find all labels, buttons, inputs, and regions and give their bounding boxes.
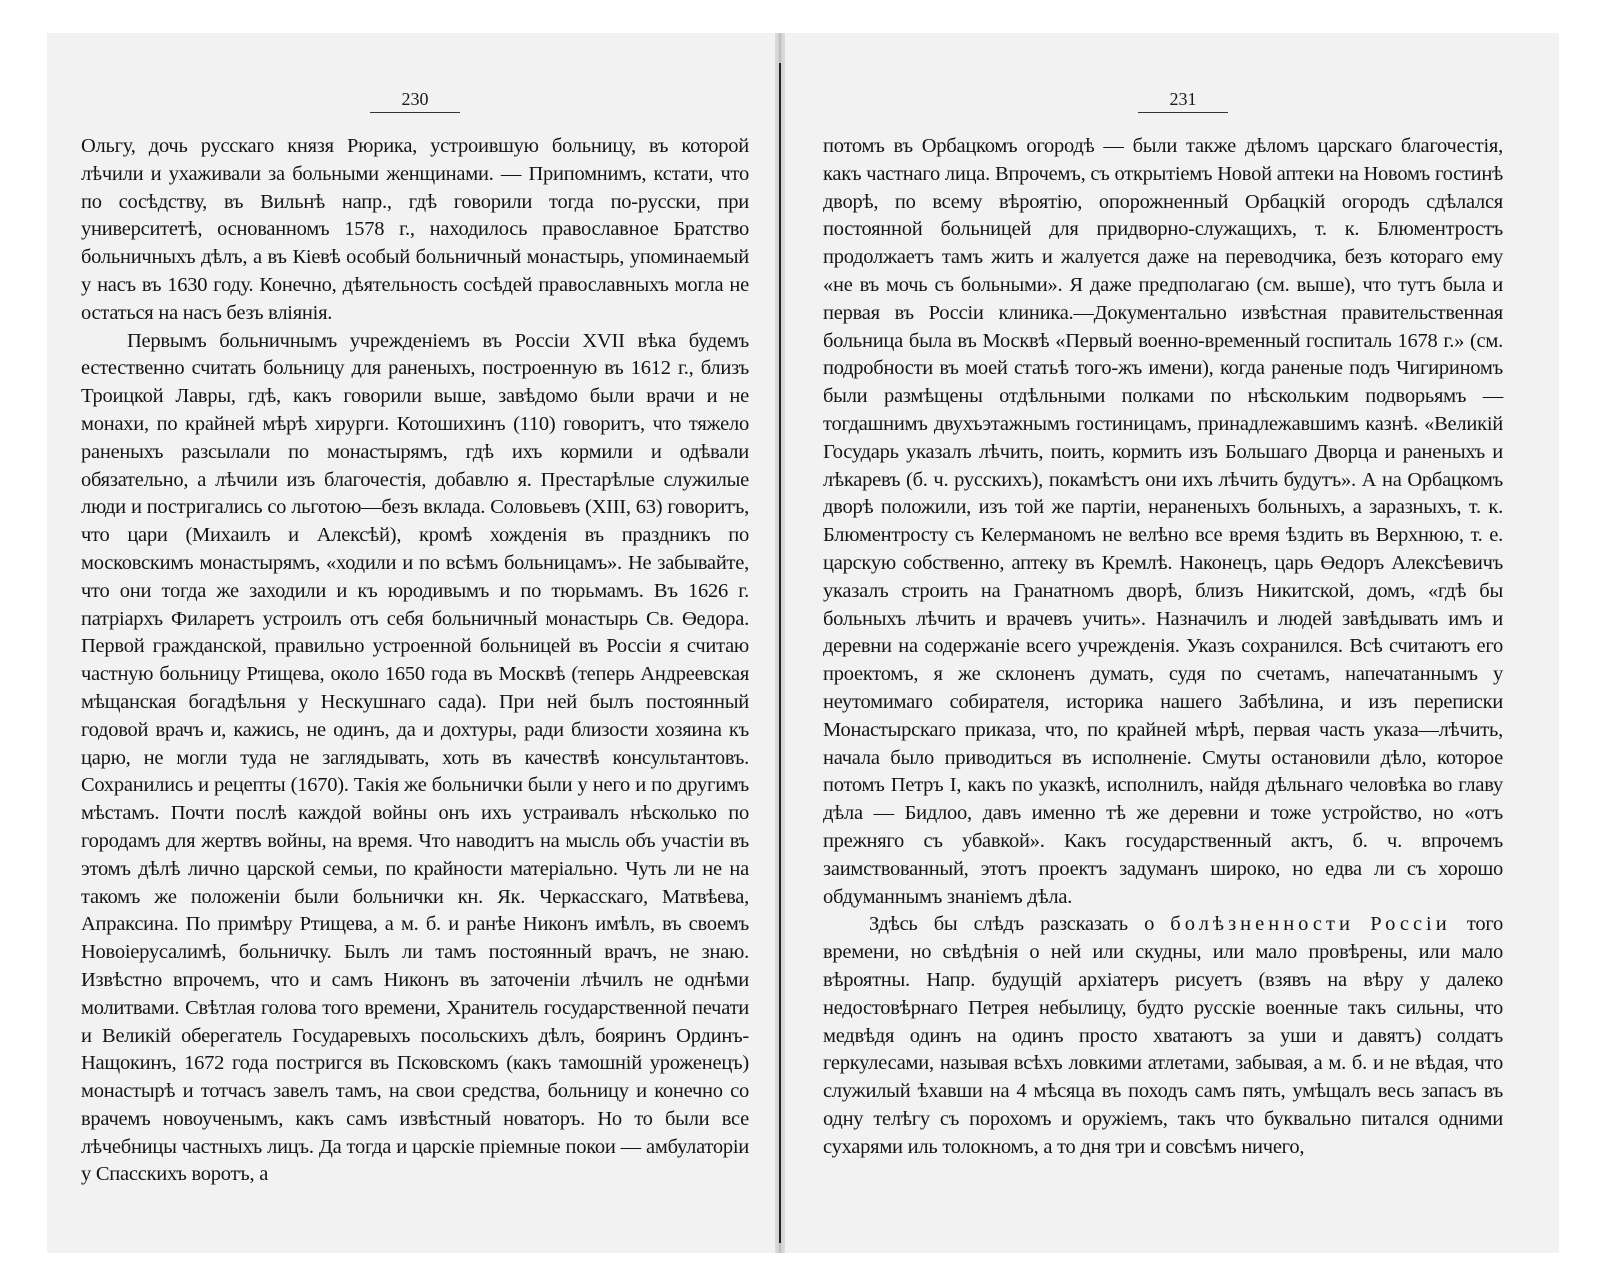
right-page xyxy=(785,33,1559,1253)
emphasis-word-2: Россіи xyxy=(1370,913,1451,936)
right-paragraph-1: потомъ въ Орбацкомъ огородѣ — были также дѣломъ царскаго благочестія, какъ частнаго лица. Впрочемъ, съ открытіемъ Новой аптеки на Новомъ гостинѣ дворѣ, по всему вѣроятію, опорожненный Орбацкій огородъ сдѣлался постоянной больницей для придворно-служащихъ, т. к. Блюментростъ продолжаетъ тамъ жить и жалуется даже на переводчика, безъ котораго ему «не въ мочь съ больными». Я даже предполагаю (см. выше), что тутъ была и первая въ Россіи клиника.—Документально извѣстная правительственная больница была въ Москвѣ «Первый военно-временный госпиталь 1678 г.» (см. подробности въ моей статьѣ того-жъ имени), когда раненые подъ Чигириномъ были размѣщены отдѣльными полками по нѣскольким подворьямъ — тогдашнимъ двухъэтажнымъ гостиницамъ, принадлежавшимъ казнѣ. «Великій Государь указалъ лѣчить, поить, кормить изъ Большаго Дворца и раненыхъ и лѣкаревъ (б. ч. русскихъ), покамѣстъ они ихъ лѣчить будутъ». А на Орбацкомъ дворѣ положили, изъ той же партіи, нераненыхъ больныхъ, а заразныхъ, т. к. Блюментросту съ Келерманомъ не велѣно все время ѣздить въ Верхнюю, т. е. царскую собственно, аптеку въ Кремлѣ. Наконецъ, царь Өедоръ Алексѣевичъ указалъ строить на Гранатномъ дворѣ, близъ Никитской, домъ, «гдѣ бы больныхъ лѣчить и врачевъ учить». Назначилъ и людей завѣдывать имъ и деревни на содержаніе всего учрежденія. Указъ сохранился. Всѣ считаютъ его проектомъ, я же склоненъ думать, судя по счетамъ, напечатаннымъ у неутомимаго собирателя, историка нашего Забѣлина, и изъ переписки Монастырскаго приказа, что, по крайней мѣрѣ, первая часть указа—лѣчить, начала было приводиться въ исполненіе. Смуты остановили дѣло, которое потомъ Петръ I, какъ по указкѣ, исполнилъ, найдя дѣльнаго человѣка во главу дѣла — Бидлоо, давъ именно тѣ же деревни и тоже устройство, но «отъ прежняго съ убавкой». Какъ государственный актъ, б. ч. впрочемъ заимствованный, этотъ проектъ задуманъ широко, но едва ли съ хорошо обдуманнымъ знаніемъ дѣла. xyxy=(823,135,1503,908)
emphasis-word-1: болѣзненности xyxy=(1170,913,1354,936)
right-paragraph-2-start: Здѣсь бы слѣдъ разсказать о xyxy=(869,913,1171,936)
left-paragraph-1: Ольгу, дочь русскаго князя Рюрика, устроившую больницу, въ которой лѣчили и ухаживали за больными женщинами. — Припомнимъ, кстати, что по сосѣдству, въ Вильнѣ напр., гдѣ говорили тогда по-русски, при университетѣ, основанномъ 1578 г., находилось православное Братство больничныхъ дѣлъ, а въ Кіевѣ особый больничный монастырь, упоминаемый у насъ въ 1630 году. Конечно, дѣятельность сосѣдей православныхъ могла не остаться на насъ безъ вліянія. xyxy=(81,135,749,324)
left-paragraph-2: Первымъ больничнымъ учрежденіемъ въ Россіи XVII вѣка будемъ естественно считать больницу для раненыхъ, построенную въ 1612 г., близъ Троицкой Лавры, гдѣ, какъ говорили выше, завѣдомо были врачи и не монахи, по крайней мѣрѣ хирурги. Котошихинъ (110) говоритъ, что тяжело раненыхъ разсылали по монастырямъ, гдѣ ихъ кормили и одѣвали обязательно, а лѣчили изъ благочестія, добавлю я. Престарѣлые служилые люди и постригались со льготою—безъ вклада. Соловьевъ (XIII, 63) говоритъ, что цари (Михаилъ и Алексѣй), кромѣ хожденія въ праздникъ по московскимъ монастырямъ, «ходили и по всѣмъ больницамъ». Не забывайте, что они тогда же заходили и къ юродивымъ и по тюрьмамъ. Въ 1626 г. патріархъ Филаретъ устроилъ отъ себя больничный монастырь Св. Өедора. Первой гражданской, правильно устроенной больницей въ Россіи я считаю частную больницу Ртищева, около 1650 года въ Москвѣ (теперь Андреевская мѣщанская богадѣльня у Нескушнаго сада). При ней былъ постоянный годовой врачъ и, кажись, не одинъ, да и дохтуры, ради близости хозяина къ царю, не могли туда не заглядывать, хоть въ качествѣ консультантовъ. Сохранились и рецепты (1670). Такія же больнички были у него и по другимъ мѣстамъ. Почти послѣ каждой войны онъ ихъ устраивалъ нѣсколько по городамъ для жертвъ войны, на время. Что наводитъ на мысль объ участіи въ этомъ дѣлѣ лично царской семьи, по крайности матеріально. Чуть ли не на такомъ же положеніи были больнички кн. Як. Черкасскаго, Матвѣева, Апраксина. По примѣру Ртищева, а м. б. и ранѣе Никонъ имѣлъ, въ своемъ Новоіерусалимѣ, больничку. Былъ ли тамъ постоянный врачъ, не знаю. Извѣстно впрочемъ, что и самъ Никонъ въ заточеніи лѣчилъ не однѣми молитвами. Свѣтлая голова того времени, Хранитель государственной печати и Великій оберегатель Государевыхъ посольскихъ дѣлъ, бояринъ Ординъ-Нащокинъ, 1672 года постригся въ Псковскомъ (какъ тамошній уроженецъ) монастырѣ и тотчасъ завелъ тамъ, на свои средства, больницу и конечно со врачемъ новоученымъ, какъ самъ извѣстный новаторъ. Но то были все лѣчебницы частныхъ лицъ. Да тогда и царскіе пріемные покои — амбулаторіи у Спасскихъ воротъ, а xyxy=(81,329,749,1186)
left-page-number: 230 xyxy=(365,89,465,113)
space xyxy=(1354,913,1370,935)
right-page-number: 231 xyxy=(1133,89,1233,113)
right-paragraph-2-rest: того времени, но свѣдѣнія о ней или скудны, или мало провѣрены, или мало вѣроятны. Напр. будущій архіатеръ рисуетъ (взявъ на вѣру у далеко недостовѣрнаго Петрея небылицу, будто русскіе военные такъ сильны, что медвѣдя одинъ на одинъ просто хватаютъ за уши и давятъ) солдатъ геркулесами, называя всѣхъ ловкими атлетами, забывая, а м. б. и не вѣдая, что служилый ѣхавши на 4 мѣсяца въ походъ самъ пять, умѣщалъ весь запасъ въ одну телѣгу съ порохомъ и оружіемъ, такъ что буквально питался одними сухарями иль толокномъ, а то дня три и совсѣмъ ничего, xyxy=(823,913,1504,1158)
right-paragraph-2 xyxy=(823,911,1503,1161)
book-spread xyxy=(47,33,1559,1253)
right-page-text xyxy=(823,133,1503,1161)
left-page-text xyxy=(81,133,749,1189)
left-page xyxy=(47,33,775,1253)
spine-line xyxy=(779,63,781,1243)
